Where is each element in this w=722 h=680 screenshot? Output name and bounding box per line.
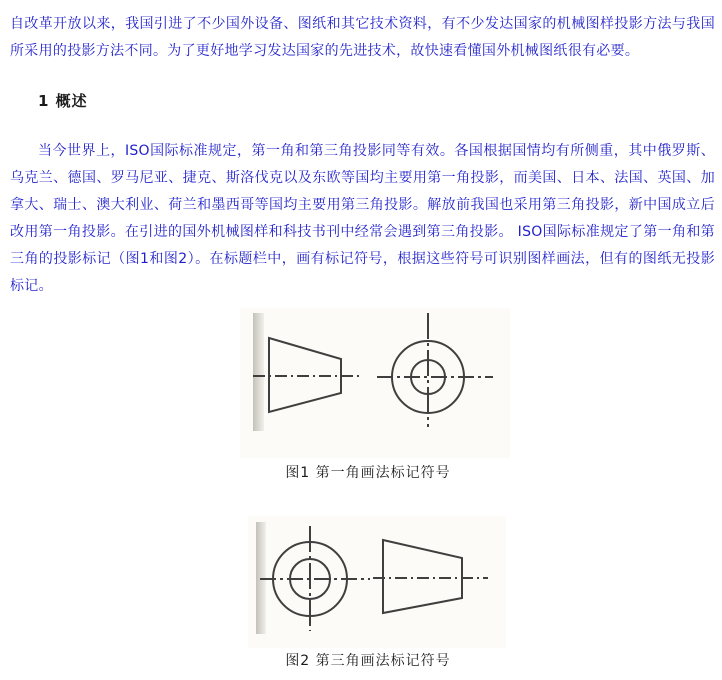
third-angle-symbol-drawing (248, 516, 506, 648)
cone-side-view (383, 540, 462, 613)
section-heading: 1 概述 (38, 92, 88, 110)
figure1-scan-image (240, 308, 510, 458)
figure1-caption: 图1 第一角画法标记符号 (285, 465, 451, 481)
figure2-scan-image (248, 516, 506, 648)
figure2-caption: 图2 第三角画法标记符号 (285, 653, 451, 669)
overview-paragraph: 当今世界上，ISO国际标准规定，第一角和第三角投影同等有效。各国根据国情均有所侧重，其中俄罗斯、乌克兰、德国、罗马尼亚、捷克、斯洛伐克以及东欧等国均主要用第一角投影，而美国、日本、法国、英国、加拿大、瑞士、澳大利业、荷兰和墨西哥等国均主要用第三角投影。解放前我国也采用第三角投影，新中国成立后改用第一角投影。在引进的国外机械图样和科技书刊中经常会遇到第三角投影。 ISO国际标准规定了第一角和第三角的投影标记（图1和图2）。在标题栏中，画有标记符号，根据这些符号可识别图样画法，但有的图纸无投影标记。 (10, 143, 715, 294)
intro-paragraph: 自改革开放以来，我国引进了不少国外设备、图纸和其它技术资料，有不少发达国家的机械图样投影方法与我国所采用的投影方法不同。为了更好地学习发达国家的先进技术，故快速看懂国外机械图纸很有必要。 (10, 16, 715, 59)
first-angle-symbol-drawing (240, 308, 510, 458)
